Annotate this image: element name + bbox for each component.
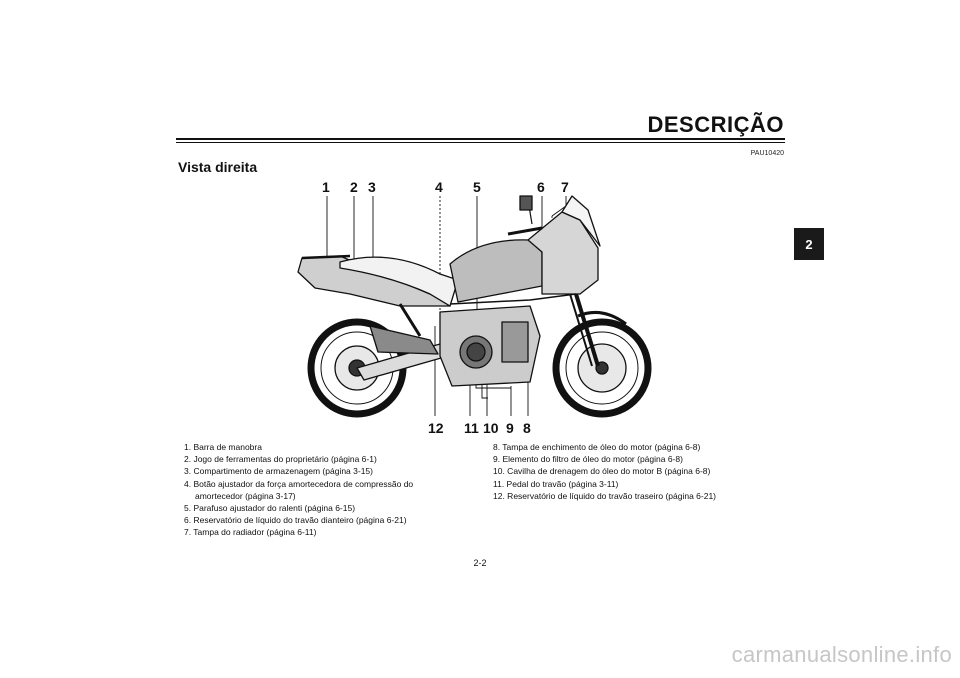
legend-item-7: 7. Tampa do radiador (página 6-11) <box>184 527 317 538</box>
callout-5: 5 <box>473 179 481 195</box>
callout-6: 6 <box>537 179 545 195</box>
chapter-tab: 2 <box>794 228 824 260</box>
section-title: Vista direita <box>178 159 258 175</box>
page-title: DESCRIÇÃO <box>647 112 784 137</box>
title-rule <box>176 138 785 140</box>
watermark: carmanualsonline.info <box>731 642 952 667</box>
motorcycle-illustration <box>280 176 680 441</box>
motorcycle-figure <box>280 176 680 441</box>
page-number: 2-2 <box>473 558 487 568</box>
legend-item-5: 5. Parafuso ajustador do ralenti (página 6-15) <box>184 503 356 514</box>
callout-12: 12 <box>428 420 444 436</box>
legend-item-11: 11. Pedal do travão (página 3-11) <box>493 478 619 489</box>
title-rule-thin <box>176 142 785 143</box>
callout-11: 11 <box>464 420 479 436</box>
callout-10: 10 <box>483 420 499 436</box>
legend-item-3: 3. Compartimento de armazenagem (página 3-15) <box>184 466 373 477</box>
callout-9: 9 <box>506 420 514 436</box>
legend-item-12: 12. Reservatório de líquido do travão traseiro (página 6-21) <box>493 490 717 501</box>
reference-code: PAU10420 <box>750 150 784 157</box>
callout-2: 2 <box>350 179 358 195</box>
motorcycle-body <box>298 196 648 414</box>
legend-right <box>493 441 793 502</box>
legend-item-9: 9. Elemento do filtro de óleo do motor (página 6-8) <box>493 454 683 465</box>
legend-item-8: 8. Tampa de enchimento de óleo do motor (página 6-8) <box>493 442 701 452</box>
legend-item-1: 1. Barra de manobra <box>184 442 262 452</box>
callout-3: 3 <box>368 179 376 195</box>
callout-8: 8 <box>523 420 531 436</box>
callout-4: 4 <box>435 179 443 195</box>
callout-7: 7 <box>561 179 569 195</box>
legend-item-2: 2. Jogo de ferramentas do proprietário (página 6-1) <box>184 454 377 465</box>
legend-item-6: 6. Reservatório de líquido do travão dianteiro (página 6-21) <box>184 515 407 526</box>
callout-1: 1 <box>322 179 330 195</box>
legend-left <box>184 441 446 539</box>
legend-item-4: 4. Botão ajustador da força amortecedora de compressão do amortecedor (página 3-17) <box>184 478 414 501</box>
legend-item-10: 10. Cavilha de drenagem do óleo do motor B (página 6-8) <box>493 466 711 477</box>
